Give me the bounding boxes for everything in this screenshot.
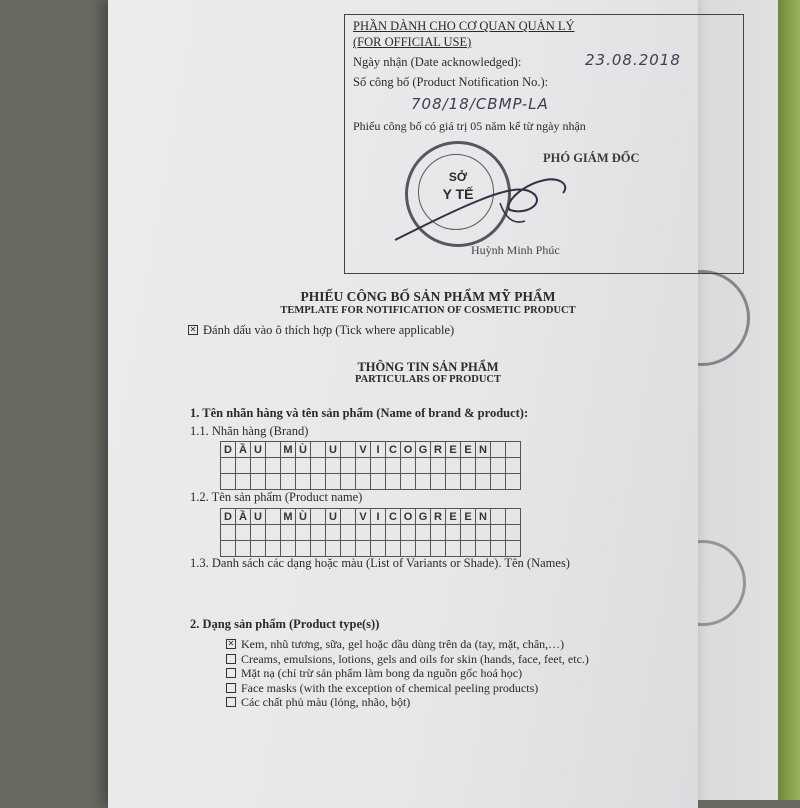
brand-empty-cell xyxy=(371,474,386,490)
brand-grid xyxy=(220,441,521,490)
brand-empty-cell xyxy=(296,474,311,490)
brand-char-cell: C xyxy=(386,442,401,458)
brand-char-cell: M xyxy=(281,442,296,458)
product-empty-cell xyxy=(491,525,506,541)
product-empty-cell xyxy=(281,525,296,541)
brand-char-cell: V xyxy=(356,442,371,458)
seal-text-bottom: Y TẾ xyxy=(442,186,474,202)
product-char-cell: O xyxy=(401,509,416,525)
brand-empty-cell xyxy=(311,458,326,474)
product-char-cell: Ầ xyxy=(236,509,251,525)
brand-empty-cell xyxy=(446,474,461,490)
empty-box-icon xyxy=(226,683,236,693)
brand-empty-cell xyxy=(251,458,266,474)
brand-char-cell: E xyxy=(461,442,476,458)
product-empty-cell xyxy=(416,525,431,541)
product-empty-cell xyxy=(251,541,266,557)
official-heading: PHẦN DÀNH CHO CƠ QUAN QUẢN LÝ xyxy=(353,19,575,33)
brand-empty-cell xyxy=(416,474,431,490)
product-empty-cell xyxy=(341,541,356,557)
brand-empty-cell xyxy=(281,474,296,490)
product-empty-cell xyxy=(446,525,461,541)
question-1-1: 1.1. Nhãn hàng (Brand) xyxy=(190,424,309,438)
brand-empty-cell xyxy=(266,458,281,474)
brand-char-cell: O xyxy=(401,442,416,458)
product-empty-cell xyxy=(221,541,236,557)
brand-empty-cell xyxy=(326,458,341,474)
product-empty-cell xyxy=(356,525,371,541)
brand-empty-cell xyxy=(476,458,491,474)
brand-empty-cell xyxy=(371,458,386,474)
product-char-cell: G xyxy=(416,509,431,525)
product-type-label: Creams, emulsions, lotions, gels and oils for skin (hands, face, feet, etc.) xyxy=(241,651,589,666)
brand-empty-cell xyxy=(266,474,281,490)
product-type-item xyxy=(226,652,589,667)
product-empty-cell xyxy=(356,541,371,557)
product-empty-cell xyxy=(311,541,326,557)
brand-empty-cell xyxy=(491,458,506,474)
brand-empty-cell xyxy=(401,474,416,490)
official-use-box xyxy=(344,14,744,274)
brand-empty-cell xyxy=(446,458,461,474)
brand-char-cell: R xyxy=(431,442,446,458)
signer-name: Huỳnh Minh Phúc xyxy=(471,243,560,257)
tick-note-text: Đánh dấu vào ô thích hợp (Tick where applicable) xyxy=(203,323,455,337)
product-char-cell xyxy=(311,509,326,525)
product-empty-cell xyxy=(236,525,251,541)
empty-box-icon xyxy=(226,697,236,707)
product-type-label: Kem, nhũ tương, sữa, gel hoặc dầu dùng trên da (tay, mặt, chân,…) xyxy=(241,637,565,651)
product-empty-cell xyxy=(476,541,491,557)
product-char-cell: D xyxy=(221,509,236,525)
product-empty-cell xyxy=(506,541,521,557)
product-empty-cell xyxy=(236,541,251,557)
brand-empty-cell xyxy=(236,474,251,490)
brand-empty-cell xyxy=(461,474,476,490)
product-empty-cell xyxy=(371,525,386,541)
seal-text-top: SỞ xyxy=(448,170,468,184)
brand-empty-cell xyxy=(386,474,401,490)
product-char-cell: I xyxy=(371,509,386,525)
brand-empty-cell xyxy=(386,458,401,474)
document-page xyxy=(108,0,698,808)
brand-empty-cell xyxy=(221,458,236,474)
brand-char-cell: Ầ xyxy=(236,442,251,458)
product-char-cell: E xyxy=(461,509,476,525)
brand-char-cell: E xyxy=(446,442,461,458)
product-empty-cell xyxy=(461,541,476,557)
product-empty-cell xyxy=(266,541,281,557)
brand-empty-cell xyxy=(281,458,296,474)
brand-empty-cell xyxy=(416,458,431,474)
brand-empty-cell xyxy=(341,474,356,490)
product-empty-cell xyxy=(326,525,341,541)
product-char-cell: Ù xyxy=(296,509,311,525)
brand-char-cell: Ù xyxy=(296,442,311,458)
brand-char-cell xyxy=(506,442,521,458)
product-empty-cell xyxy=(506,525,521,541)
empty-box-icon xyxy=(226,654,236,664)
brand-empty-cell xyxy=(431,474,446,490)
product-empty-cell xyxy=(431,525,446,541)
question-2: 2. Dạng sản phẩm (Product type(s)) xyxy=(190,617,380,631)
question-1-3: 1.3. Danh sách các dạng hoặc màu (List of Variants or Shade). Tên (Names) xyxy=(190,556,570,570)
brand-empty-cell xyxy=(251,474,266,490)
product-empty-cell xyxy=(221,525,236,541)
brand-char-cell: N xyxy=(476,442,491,458)
signer-title: PHÓ GIÁM ĐỐC xyxy=(543,151,640,165)
empty-box-icon xyxy=(226,668,236,678)
question-1: 1. Tên nhãn hàng và tên sản phẩm (Name of brand & product): xyxy=(190,406,529,420)
signature xyxy=(385,155,585,255)
brand-empty-cell xyxy=(461,458,476,474)
product-empty-cell xyxy=(491,541,506,557)
checked-box-icon: ✕ xyxy=(227,639,235,649)
product-char-cell: V xyxy=(356,509,371,525)
product-char-cell: M xyxy=(281,509,296,525)
product-empty-cell xyxy=(386,541,401,557)
product-empty-cell xyxy=(266,525,281,541)
brand-empty-cell xyxy=(221,474,236,490)
product-empty-cell xyxy=(341,525,356,541)
product-empty-cell xyxy=(446,541,461,557)
product-empty-cell xyxy=(476,525,491,541)
section-subtitle: PARTICULARS OF PRODUCT xyxy=(354,374,502,385)
tick-note xyxy=(188,323,454,338)
product-empty-cell xyxy=(461,525,476,541)
green-surface xyxy=(778,0,800,800)
brand-empty-cell xyxy=(491,474,506,490)
product-char-cell: N xyxy=(476,509,491,525)
brand-char-cell xyxy=(311,442,326,458)
product-char-cell xyxy=(491,509,506,525)
brand-empty-cell xyxy=(401,458,416,474)
product-type-item xyxy=(226,637,589,652)
product-type-item xyxy=(226,681,589,696)
tick-note-checkbox-icon: ✕ xyxy=(189,325,197,335)
product-empty-cell xyxy=(431,541,446,557)
brand-empty-cell xyxy=(356,458,371,474)
product-char-cell xyxy=(341,509,356,525)
product-name-grid xyxy=(220,508,521,557)
product-type-item xyxy=(226,666,589,681)
product-empty-cell xyxy=(326,541,341,557)
product-empty-cell xyxy=(371,541,386,557)
product-type-label: Mặt nạ (chỉ trừ sản phẩm làm bong da nguồn gốc hoá học) xyxy=(241,666,523,680)
notification-number-value: 708/18/CBMP-LA xyxy=(411,95,549,113)
brand-char-cell xyxy=(491,442,506,458)
product-empty-cell xyxy=(281,541,296,557)
product-empty-cell xyxy=(416,541,431,557)
product-type-list xyxy=(226,637,589,710)
brand-char-cell: I xyxy=(371,442,386,458)
product-char-cell xyxy=(506,509,521,525)
section-title: THÔNG TIN SẢN PHẨM xyxy=(357,360,499,374)
product-empty-cell xyxy=(296,541,311,557)
brand-empty-cell xyxy=(326,474,341,490)
brand-char-cell: U xyxy=(251,442,266,458)
brand-empty-cell xyxy=(311,474,326,490)
official-heading-en: (FOR OFFICIAL USE) xyxy=(353,35,472,49)
product-empty-cell xyxy=(401,541,416,557)
product-empty-cell xyxy=(386,525,401,541)
notification-number-label: Số công bố (Product Notification No.): xyxy=(353,75,549,89)
product-empty-cell xyxy=(296,525,311,541)
product-type-label: Các chất phủ màu (lỏng, nhão, bột) xyxy=(241,695,411,709)
product-char-cell: R xyxy=(431,509,446,525)
product-empty-cell xyxy=(311,525,326,541)
product-char-cell: C xyxy=(386,509,401,525)
date-label: Ngày nhận (Date acknowledged): xyxy=(353,55,522,69)
brand-char-cell: U xyxy=(326,442,341,458)
brand-empty-cell xyxy=(431,458,446,474)
brand-char-cell xyxy=(266,442,281,458)
brand-empty-cell xyxy=(476,474,491,490)
date-value: 23.08.2018 xyxy=(585,51,681,69)
brand-empty-cell xyxy=(296,458,311,474)
form-subtitle: TEMPLATE FOR NOTIFICATION OF COSMETIC PRODUCT xyxy=(280,305,576,316)
product-empty-cell xyxy=(251,525,266,541)
brand-empty-cell xyxy=(506,474,521,490)
brand-empty-cell xyxy=(236,458,251,474)
validity-note: Phiếu công bố có giá trị 05 năm kể từ ngày nhận xyxy=(353,119,586,133)
brand-empty-cell xyxy=(341,458,356,474)
brand-empty-cell xyxy=(506,458,521,474)
brand-char-cell xyxy=(341,442,356,458)
product-empty-cell xyxy=(401,525,416,541)
form-title: PHIẾU CÔNG BỐ SẢN PHẨM MỸ PHẨM xyxy=(300,289,556,304)
product-type-label: Face masks (with the exception of chemical peeling products) xyxy=(241,680,539,695)
brand-char-cell: D xyxy=(221,442,236,458)
brand-char-cell: G xyxy=(416,442,431,458)
product-type-item xyxy=(226,695,589,710)
product-char-cell: E xyxy=(446,509,461,525)
product-char-cell xyxy=(266,509,281,525)
brand-empty-cell xyxy=(356,474,371,490)
product-char-cell: U xyxy=(251,509,266,525)
question-1-2: 1.2. Tên sản phẩm (Product name) xyxy=(190,490,363,504)
product-char-cell: U xyxy=(326,509,341,525)
